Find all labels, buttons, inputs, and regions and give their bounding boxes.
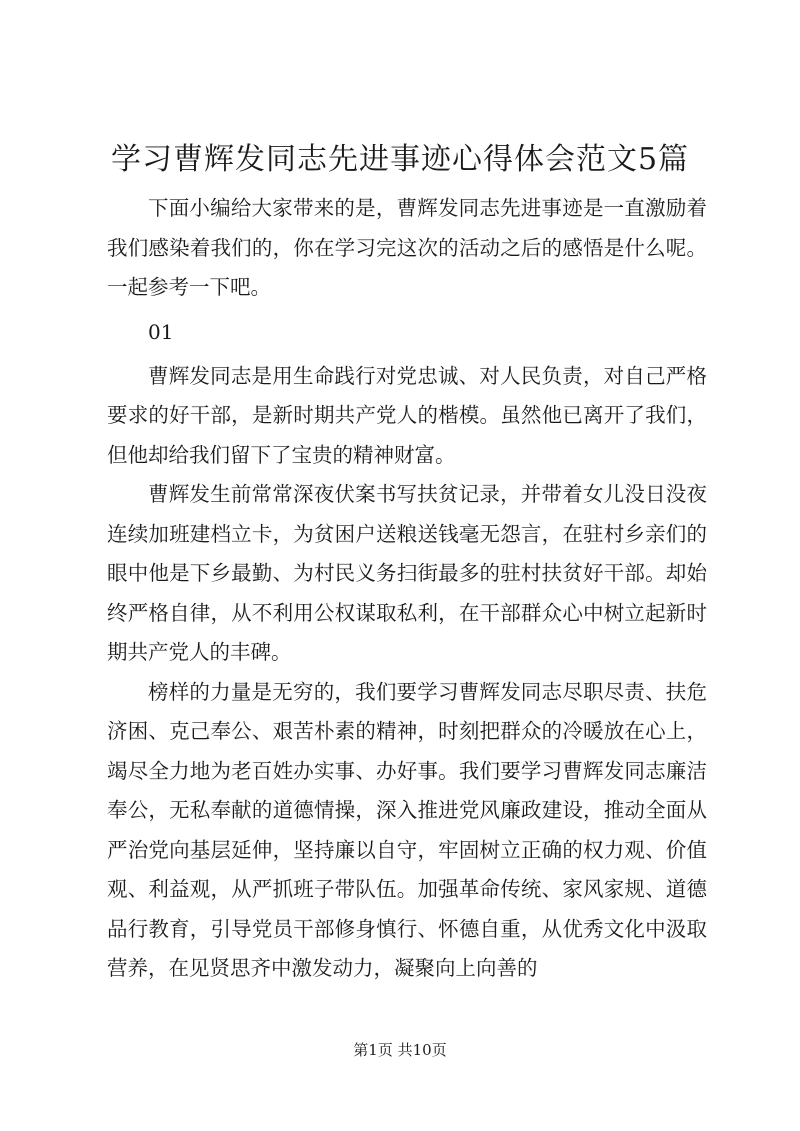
body-paragraph-3: 榜样的力量是无穷的，我们要学习曹辉发同志尽职尽责、扶危济困、克己奉公、艰苦朴素的精神，时刻把群众的冷暖放在心上，竭尽全力地为老百姓办实事、办好事。我们要学习曹辉发同志廉洁奉公，无私奉献的道德情操，深入推进党风廉政建设，推动全面从严治党向基层延伸，坚持廉以自守，牢固树立正确的权力观、价值观、利益观，从严抓班子带队伍。加强革命传统、家风家规、道德品行教育，引导党员干部修身慎行、怀德自重，从优秀文化中汲取营养，在见贤思齐中激发动力，凝聚向上向善的 — [107, 679, 707, 980]
body-paragraph-1: 曹辉发同志是用生命践行对党忠诚、对人民负责，对自己严格要求的好干部，是新时期共产党人的楷模。虽然他已离开了我们，但他却给我们留下了宝贵的精神财富。 — [107, 363, 707, 467]
document-title: 学习曹辉发同志先进事迹心得体会范文5篇 — [110, 142, 690, 177]
intro-paragraph: 下面小编给大家带来的是，曹辉发同志先进事迹是一直激励着我们感染着我们的，你在学习完这次的活动之后的感悟是什么呢。一起参考一下吧。 — [107, 196, 707, 299]
section-marker: 01 — [148, 319, 174, 344]
page-footer: 第1页 共10页 — [353, 1041, 447, 1059]
document-body — [107, 189, 707, 989]
body-paragraph-2: 曹辉发生前常常深夜伏案书写扶贫记录，并带着女儿没日没夜连续加班建档立卡，为贫困户送粮送钱毫无怨言，在驻村乡亲们的眼中他是下乡最勤、为村民义务扫街最多的驻村扶贫好干部。却始终严格自律，从不利用公权谋取私利，在干部群众心中树立起新时期共产党人的丰碑。 — [107, 482, 707, 664]
